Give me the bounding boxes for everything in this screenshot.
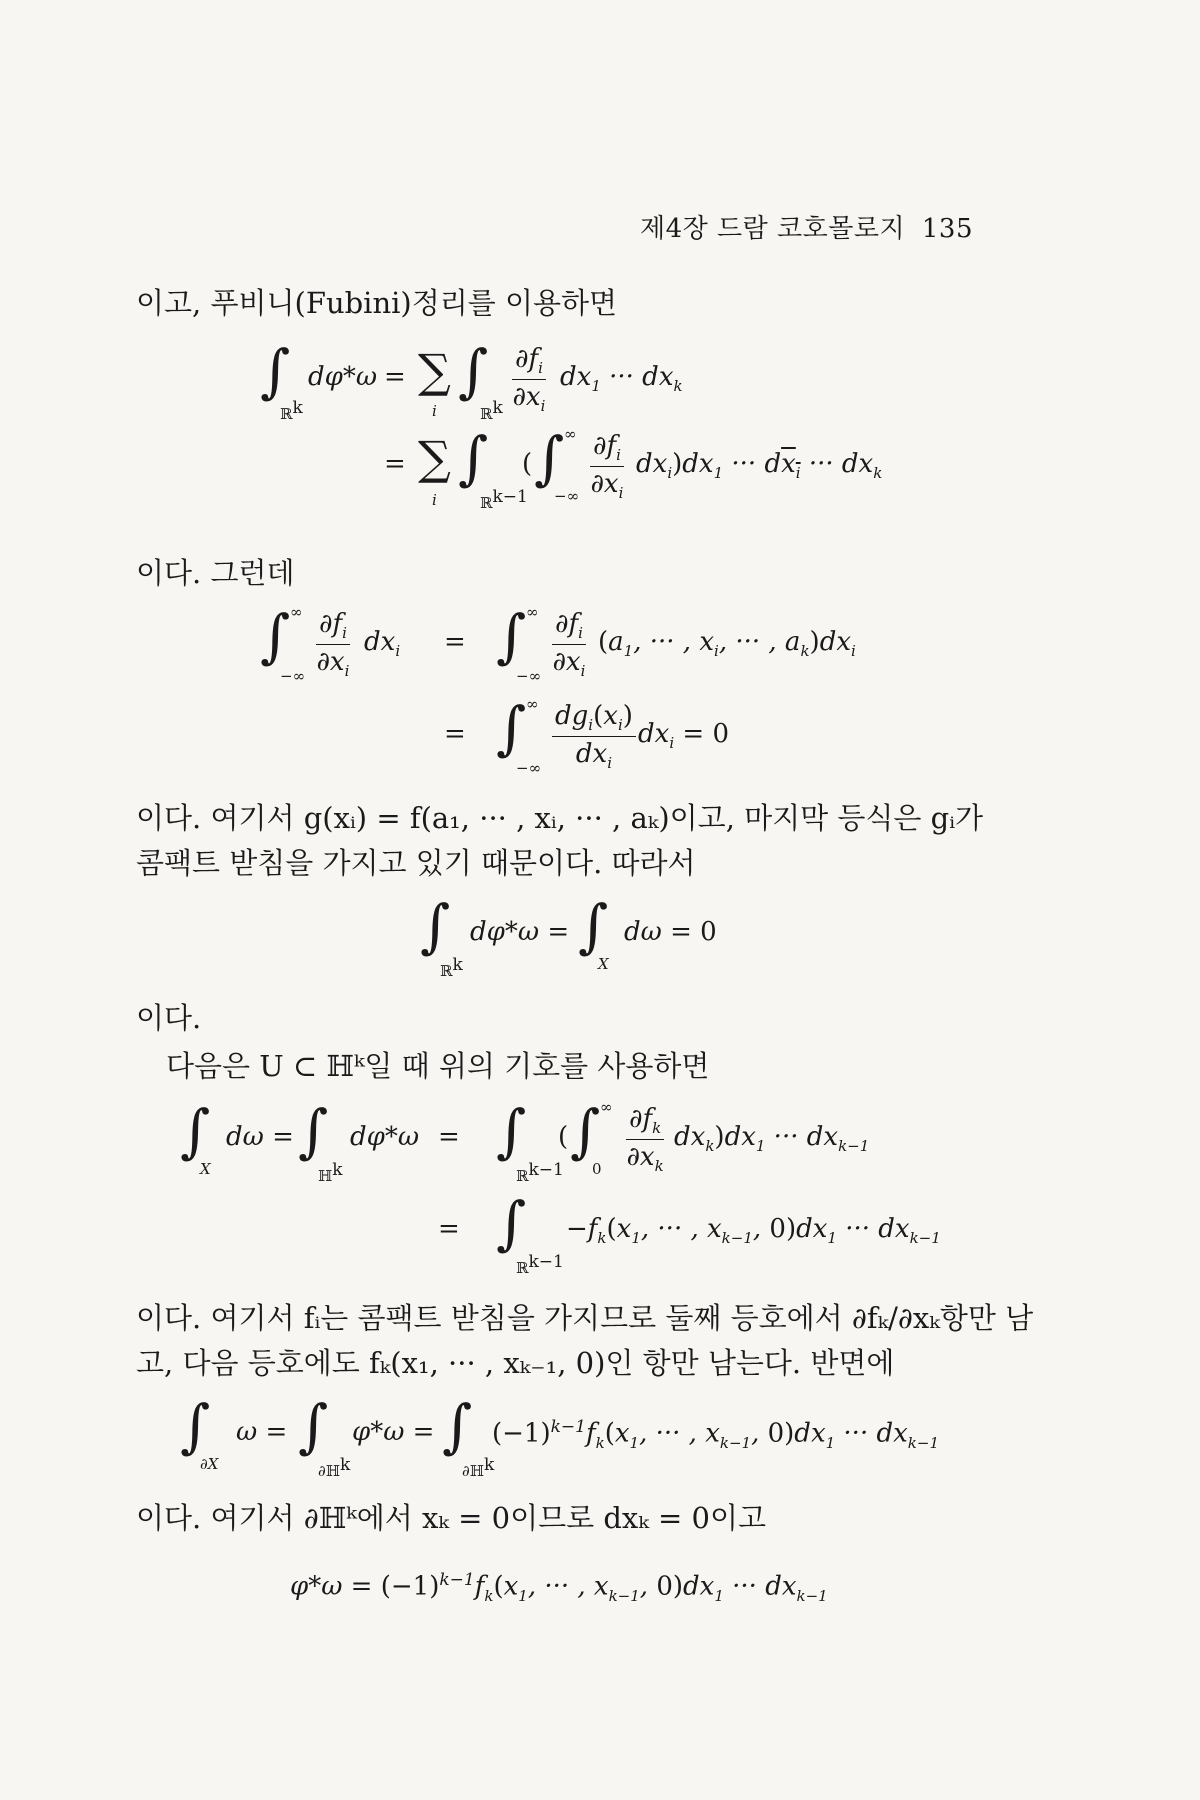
paragraph-compact-support: 콤팩트 받침을 가지고 있기 때문이다. 따라서 bbox=[136, 846, 696, 880]
equation-5: ∫ ∂X ω = ∫ ∂ℍ$^k$ φ*ω = ∫ ∂ℍ$^k$ $(-1)^{k-1}f_k(x_1$, ··· , $x_{k-1}$, $0)dx_1$ ··· $dx_{k-1}$ bbox=[180, 1392, 939, 1480]
equation-2-line-2: = ∫ −∞ ∞ $dg_i(x_i)$ $dx_i$ $dx_i = 0$ bbox=[444, 694, 729, 777]
equation-1-line-2: = ∑ i ∫ ℝ$^{k-1}$ ( ∫ −∞ ∞ $\frac{\partial f_i}{\partial x_i}$ $dx_i)dx_1$ ··· $dx_i$ ··· $dx_k$ bbox=[384, 424, 883, 512]
paragraph-boundary: 이다. 여기서 ∂ℍᵏ에서 xₖ = 0이므로 dxₖ = 0이고 bbox=[136, 1501, 767, 1535]
equation-2-line-1: ∫ −∞ ∞ $\frac{\partial f_i}{\partial x_i}$ $dx_i$ = ∫ −∞ ∞ $\frac{\partial f_i}{\partial x_i}$ ($a_1$, ··· , $x_i$, ··· , $a_k)dx_i$ bbox=[260, 602, 856, 685]
paragraph-where-g: 이다. 여기서 g(xᵢ) = f(a₁, ··· , xᵢ, ··· , aₖ)이고, 마지막 등식은 gᵢ가 bbox=[136, 801, 984, 835]
equation-block-2 bbox=[260, 602, 900, 785]
paragraph-remaining-term: 고, 다음 등호에도 fₖ(x₁, ··· , xₖ₋₁, 0)인 항만 남는다. 반면에 bbox=[136, 1346, 895, 1380]
equation-4-line-1: ∫ X dω = ∫ ℍ$^k$ dφ*ω = ∫ ℝ$^{k-1}$ ( ∫ 0 ∞ $\frac{\partial f_k}{\partial x_k}$ $dx_k)dx_1$ ··· $dx_{k-1}$ bbox=[180, 1097, 870, 1185]
paragraph-only-term: 이다. 여기서 fᵢ는 콤팩트 받침을 가지므로 둘째 등호에서 ∂fₖ/∂xₖ항만 남 bbox=[136, 1301, 1034, 1335]
equation-6: $\varphi*\omega = (-1)^{k-1}f_k(x_1$, ··· , $x_{k-1}$, $0)dx_1$ ··· $dx_{k-1}$ bbox=[290, 1570, 828, 1605]
equation-block-4 bbox=[180, 1097, 960, 1280]
running-header bbox=[640, 208, 973, 245]
page-number: 135 bbox=[921, 214, 974, 244]
paragraph-however: 이다. 그런데 bbox=[136, 556, 295, 590]
chapter-title: 제4장 드람 코호몰로지 bbox=[640, 214, 906, 244]
equation-1-line-1: ∫ ℝ$^k$ dφ*ω = ∑ i ∫ ℝ$^k$ $\frac{\partial f_i}{\partial x_i}$ $dx_1$ ··· $dx_k$ bbox=[260, 337, 683, 423]
equation-block-1 bbox=[260, 337, 960, 520]
paragraph-end-1: 이다. bbox=[136, 1001, 202, 1035]
paragraph-fubini: 이고, 푸비니(Fubini)정리를 이용하면 bbox=[136, 286, 618, 320]
paragraph-next-case: 다음은 U ⊂ ℍᵏ일 때 위의 기호를 사용하면 bbox=[166, 1049, 710, 1083]
equation-4-line-2: = ∫ ℝ$^{k-1}$ $-f_k(x_1$, ··· , $x_{k-1}$, $0)dx_1$ ··· $dx_{k-1}$ bbox=[438, 1189, 941, 1277]
equation-3: ∫ ℝ$^k$ dφ*ω = ∫ X dω = 0 bbox=[420, 892, 717, 980]
